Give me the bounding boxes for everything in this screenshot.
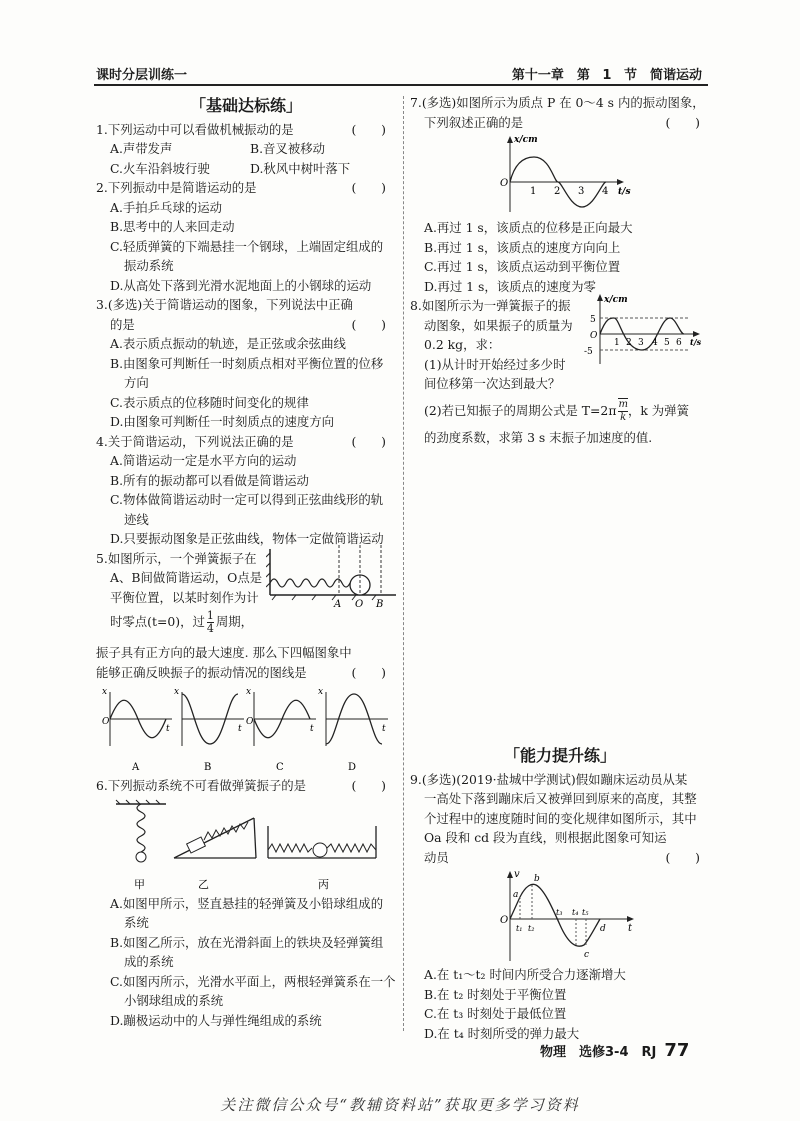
q8-graph (580, 292, 710, 368)
q8-line-3: 0.2 kg，求： (424, 337, 501, 352)
q1-option-a: A.声带发声 (110, 141, 173, 156)
svg-text:t₁: t₁ (516, 924, 523, 933)
q2-option-d: D.从高处下落到光滑水泥地面上的小钢球的运动 (110, 277, 372, 293)
q9-graph (410, 867, 710, 965)
svg-text:5: 5 (664, 338, 670, 348)
graph-label-b: B (204, 762, 212, 773)
q6-option-c: C.如图丙所示，光滑水平面上，两根轻弹簧系在一个 (110, 973, 396, 989)
svg-text:t: t (382, 724, 386, 734)
question-9 (410, 770, 710, 1044)
bottom-note: 关注微信公众号“教辅资料站”获取更多学习资料 (220, 1096, 580, 1114)
svg-text:t₂: t₂ (528, 924, 535, 933)
q8-sub2-a: (2)若已知振子的周期公式是 T=2π $\frac{m}{k}$ ，k 为弹簧 (424, 399, 689, 423)
spring-label-o: O (355, 598, 364, 609)
q1-option-c: C.火车沿斜坡行驶 (110, 160, 210, 176)
section-title-advanced: 「能力提升练」 (503, 746, 616, 765)
question-1 (96, 120, 396, 179)
q4-paren: ( ) (351, 433, 386, 449)
q8-sub1-a: (1)从计时开始经过多少时 (424, 356, 566, 372)
q3-option-c: C.表示质点的位移随时间变化的规律 (110, 394, 309, 410)
q6-stem: 6.下列振动系统不可看做弹簧振子的是 (96, 778, 307, 793)
svg-text:2: 2 (554, 186, 561, 197)
q1-paren: ( ) (351, 121, 386, 137)
question-7 (410, 93, 710, 296)
svg-text:3: 3 (638, 338, 644, 348)
q3-option-d: D.由图象可判断任一时刻质点的速度方向 (110, 414, 335, 429)
graph-label-a: A (132, 762, 140, 773)
header-rule (94, 84, 708, 86)
q2-option-c-cont: 振动系统 (124, 258, 174, 273)
q5-line-4a: 时零点(t=0)，过 (110, 614, 205, 629)
q8-sub2-c: 的劲度系数，求第 3 s 末振子加速度的值. (424, 429, 653, 445)
q7-graph (410, 132, 710, 218)
q9-option-a: A.在 t₁～t₂ 时间内所受合力逐渐增大 (424, 967, 626, 982)
q8-line-2: 动图象，如果振子的质量为 (424, 317, 573, 333)
spring-oscillator-figure (266, 543, 398, 609)
svg-text:O: O (500, 915, 509, 926)
svg-text:-5: -5 (584, 347, 593, 357)
q3-option-b: B.由图象可判断任一时刻质点相对平衡位置的位移 (110, 355, 384, 371)
svg-text:5: 5 (590, 315, 596, 325)
svg-text:t₅: t₅ (582, 908, 589, 917)
right-column-bottom (410, 746, 710, 1043)
svg-text:t/s: t/s (618, 187, 631, 197)
question-2 (96, 178, 396, 295)
fig-label-yi: 乙 (198, 877, 209, 891)
column-divider (403, 96, 404, 1031)
q1-option-b: B.音叉被移动 (250, 141, 325, 156)
svg-text:2: 2 (626, 338, 632, 348)
svg-text:t: t (166, 724, 170, 734)
svg-text:b: b (534, 874, 540, 884)
q3-option-a: A.表示质点振动的轨迹，是正弦或余弦曲线 (110, 336, 346, 351)
svg-text:t: t (628, 923, 633, 934)
svg-text:O: O (590, 331, 598, 341)
svg-text:t₃: t₃ (556, 908, 563, 917)
footer-label: 物理 选修3-4 RJ (540, 1045, 657, 1060)
q5-graphs (96, 684, 396, 776)
footer (540, 1040, 689, 1061)
fig-label-bing: 丙 (318, 877, 329, 891)
svg-text:t: t (310, 724, 314, 734)
section-title-basic: 「基础达标练」 (189, 96, 302, 115)
q7-stem-2: 下列叙述正确的是 (424, 114, 524, 130)
q2-option-c: C.轻质弹簧的下端悬挂一个钢球，上端固定组成的 (110, 238, 384, 254)
question-4 (96, 432, 396, 549)
svg-text:x: x (318, 687, 324, 697)
q5-line-6: 能够正确反映振子的振动情况的图线是 (96, 664, 307, 680)
graph-d (318, 687, 388, 773)
q1-option-d: D.秋风中树叶落下 (250, 160, 351, 176)
q9-line-1: 9.(多选)(2019·盐城中学测试)假如蹦床运动员从某 (410, 771, 688, 787)
q9-line-4: Oa 段和 cd 段为直线，则根据此图象可知运动员 (424, 830, 667, 865)
graph-label-c: C (276, 762, 284, 773)
q6-option-b: B.如图乙所示，放在光滑斜面上的铁块及轻弹簧组 (110, 934, 384, 950)
page-number: 77 (664, 1040, 690, 1061)
svg-text:1: 1 (530, 186, 537, 197)
q5-line-2: A、B间做简谐运动，O点是 (110, 570, 263, 585)
q8-line-1: 8.如图所示为一弹簧振子的振 (410, 298, 571, 313)
fig-label-jia: 甲 (134, 877, 145, 891)
svg-text:6: 6 (676, 338, 682, 348)
q9-line-3: 个过程中的速度随时间的变化规律如图所示，其中 (424, 810, 697, 826)
svg-text:x: x (246, 687, 252, 697)
q6-option-a: A.如图甲所示，竖直悬挂的轻弹簧及小铅球组成的 (110, 895, 384, 911)
q9-option-b: B.在 t₂ 时刻处于平衡位置 (424, 986, 567, 1002)
q7-option-b: B.再过 1 s，该质点的速度方向向上 (424, 239, 621, 255)
graph-a (102, 687, 172, 773)
svg-text:t/s: t/s (690, 337, 702, 347)
q8-sqrt: $\frac{m}{k}$ (618, 399, 628, 423)
q5-paren: ( ) (351, 664, 386, 680)
q7-stem-1: 7.(多选)如图所示为质点 P 在 0～4 s 内的振动图象， (410, 95, 705, 110)
q8-sub1-b: 间位移第一次达到最大？ (424, 376, 561, 391)
q2-option-a: A.手拍乒乓球的运动 (110, 199, 223, 215)
q3-stem-2: 的是 (110, 316, 135, 332)
left-column (96, 96, 396, 1030)
svg-text:c: c (584, 950, 590, 960)
q4-option-b: B.所有的振动都可以看做是简谐运动 (110, 472, 309, 488)
question-5 (96, 549, 396, 777)
q4-stem: 4.关于简谐运动，下列说法正确的是 (96, 433, 294, 449)
q2-paren: ( ) (351, 180, 386, 195)
q9-line-2: 一高处下落到蹦床后又被弹回到原来的高度，其整 (424, 791, 697, 806)
q4-option-a: A.简谐运动一定是水平方向的运动 (110, 453, 297, 468)
q5-line-3: 平衡位置，以某时刻作为计 (110, 589, 259, 605)
q6-option-b-cont: 成的系统 (124, 954, 174, 969)
svg-text:a: a (513, 890, 519, 900)
q6-option-c-cont: 小钢球组成的系统 (124, 993, 224, 1008)
svg-text:1: 1 (614, 338, 620, 348)
q4-option-c: C.物体做简谐运动时一定可以得到正弦曲线形的轨 (110, 492, 384, 507)
q9-paren: ( ) (665, 849, 700, 865)
q3-paren: ( ) (351, 316, 386, 332)
header-right: 第十一章 第 1 节 简谐运动 (511, 68, 702, 83)
q6-figures (96, 796, 396, 894)
fig-jia (116, 800, 166, 891)
q7-option-d: D.再过 1 s，该质点的速度为零 (424, 278, 596, 294)
svg-text:O: O (500, 178, 509, 189)
svg-text:x: x (102, 687, 108, 697)
q6-paren: ( ) (351, 778, 386, 793)
svg-text:v: v (514, 869, 520, 880)
svg-text:t₄: t₄ (572, 908, 579, 917)
graph-c (246, 687, 316, 773)
q4-option-d: D.只要振动图象是正弦曲线，物体一定做简谐运动 (110, 531, 384, 546)
svg-text:3: 3 (578, 186, 585, 197)
svg-text:x: x (174, 687, 180, 697)
header-left: 课时分层训练一 (96, 68, 188, 83)
q9-option-d: D.在 t₄ 时刻所受的弹力最大 (424, 1025, 580, 1041)
fig-bing (268, 826, 376, 891)
svg-text:d: d (600, 924, 606, 934)
q7-option-c: C.再过 1 s，该质点运动到平衡位置 (424, 259, 621, 274)
q6-option-a-cont: 系统 (124, 915, 149, 930)
q5-line-4b: 周期， (215, 614, 254, 629)
q5-line-5: 振子具有正方向的最大速度. 那么下四幅图象中 (96, 645, 352, 660)
fig-yi (174, 818, 256, 891)
spring-label-b: B (376, 598, 384, 609)
q3-stem-1: 3.(多选)关于简谐运动的图象，下列说法中正确 (96, 297, 353, 312)
q9-option-c: C.在 t₃ 时刻处于最低位置 (424, 1006, 567, 1021)
svg-text:O: O (246, 717, 254, 727)
q2-option-b: B.思考中的人来回走动 (110, 219, 235, 234)
svg-text:x/cm: x/cm (604, 295, 628, 305)
q6-option-d: D.蹦极运动中的人与弹性绳组成的系统 (110, 1012, 322, 1028)
question-8 (410, 296, 710, 447)
graph-b (174, 687, 244, 773)
q7-paren: ( ) (665, 114, 700, 130)
q3-option-b-cont: 方向 (124, 375, 149, 390)
svg-text:x/cm: x/cm (514, 135, 538, 145)
svg-text:O: O (102, 717, 110, 727)
q4-option-c-cont: 迹线 (124, 511, 149, 527)
q7-option-a: A.再过 1 s，该质点的位移是正向最大 (424, 220, 633, 235)
q5-line-4 (96, 607, 396, 637)
spring-label-a: A (334, 598, 342, 609)
question-3 (96, 295, 396, 432)
svg-text:t: t (238, 724, 242, 734)
svg-text:4: 4 (652, 338, 658, 348)
q5-line-1: 5.如图所示，一个弹簧振子在 (96, 550, 257, 566)
graph-label-d: D (348, 762, 357, 773)
q1-stem: 1.下列运动中可以看做机械振动的是 (96, 121, 294, 137)
question-6 (96, 776, 396, 1030)
q5-fraction: $\frac{1}{4}$ (206, 609, 214, 635)
q2-stem: 2.下列振动中是简谐运动的是 (96, 180, 257, 195)
svg-text:4: 4 (602, 186, 609, 197)
right-column-top (410, 93, 710, 447)
